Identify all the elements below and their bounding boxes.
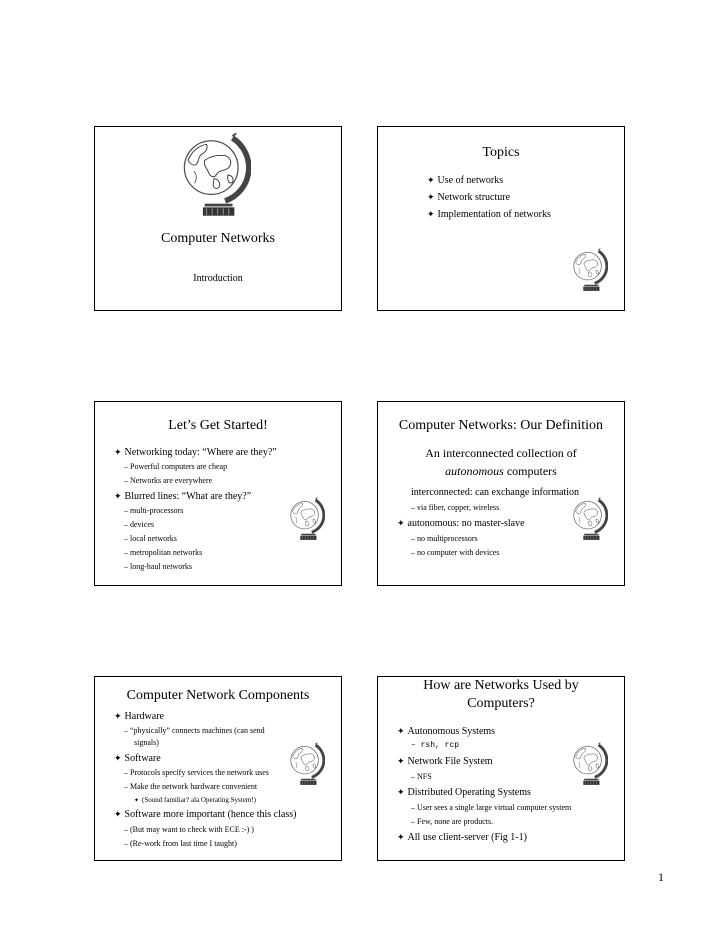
sub-bullet: – multi-processors: [124, 506, 184, 515]
slide-title: Computer Networks: [161, 231, 275, 246]
sub-bullet: – devices: [124, 520, 154, 529]
sub-bullet: – (But may want to check with ECE :-) ): [124, 825, 254, 834]
slide-network-components: [94, 676, 342, 861]
sub-bullet: – Powerful computers are cheap: [124, 462, 228, 471]
bullet-item: ✦ Use of networks: [427, 175, 504, 186]
four-point-star-bullet-icon: ✦: [427, 175, 435, 185]
sub-bullet: – User sees a single large virtual computer system: [411, 803, 572, 812]
sub-bullet: – metropolitan networks: [124, 548, 203, 557]
sub-bullet: – local networks: [124, 534, 177, 543]
globe-icon: [570, 492, 608, 546]
slide-title: Topics: [482, 145, 520, 160]
globe-icon: [287, 737, 325, 791]
sub-bullet: – rsh, rcp: [411, 741, 460, 750]
globe-icon: [570, 737, 608, 791]
sub-bullet: – Networks are everywhere: [124, 476, 213, 485]
slide-title: Computer Network Components: [126, 688, 310, 703]
sub-bullet: – no computer with devices: [411, 548, 500, 557]
slide-title-line: Computers?: [467, 696, 535, 711]
bullet-item: ✦ Network File System: [397, 756, 493, 767]
four-point-star-bullet-icon: ✦: [427, 192, 435, 202]
bullet-item: ✦ Software: [114, 753, 161, 764]
bullet-item: ✦ Blurred lines: “What are they?”: [114, 491, 252, 502]
bullet-item: ✦ Network structure: [427, 192, 511, 203]
sub-bullet: – NFS: [411, 772, 432, 781]
bullet-item: ✦ Autonomous Systems: [397, 726, 496, 737]
definition-line: autonomous computers: [445, 464, 557, 478]
slide-topics: [377, 126, 625, 311]
bullet-item: ✦ Software more important (hence this class): [114, 809, 297, 820]
definition-point: interconnected: can exchange information: [411, 487, 579, 498]
slide-title: Let’s Get Started!: [168, 418, 268, 433]
four-point-star-bullet-icon: ✦: [397, 518, 405, 528]
sub-bullet: – Few, none are products.: [411, 817, 494, 826]
slide-title: Computer Networks: Our Definition: [398, 418, 604, 433]
four-point-star-bullet-icon: ✦: [397, 756, 405, 766]
four-point-star-bullet-icon: ✦: [114, 809, 122, 819]
globe-icon: [287, 492, 325, 546]
globe-icon: [177, 132, 251, 218]
four-point-star-bullet-icon: ✦: [397, 726, 405, 736]
bullet-item: ✦ Distributed Operating Systems: [397, 787, 531, 798]
bullet-item: ✦ Hardware: [114, 711, 164, 722]
bullet-item: ✦ All use client-server (Fig 1-1): [397, 832, 527, 843]
bullet-item: ✦ Implementation of networks: [427, 209, 551, 220]
four-point-star-bullet-icon: ✦: [114, 753, 122, 763]
sub-sub-bullet: ✦ (Sound familiar? ala Operating System!): [134, 796, 256, 804]
bullet-item: ✦ autonomous: no master-slave: [397, 518, 525, 529]
four-point-star-bullet-icon: ✦: [114, 491, 122, 501]
four-point-star-bullet-icon: ✦: [114, 447, 122, 457]
sub-bullet: – Protocols specify services the network uses: [124, 768, 269, 777]
four-point-star-bullet-icon: ✦: [427, 209, 435, 219]
sub-bullet: – no multiprocessors: [411, 534, 478, 543]
definition-line: An interconnected collection of: [425, 446, 577, 460]
sub-bullet: – Make the network hardware convenient: [124, 782, 258, 791]
sub-bullet: – “physically” connects machines (can send: [124, 726, 265, 735]
slide-how-networks-used: [377, 676, 625, 861]
four-point-star-bullet-icon: ✦: [397, 787, 405, 797]
sub-bullet: – (Re-work from last time I taught): [124, 839, 237, 848]
four-point-star-bullet-icon: ✦: [134, 798, 140, 804]
page-number: 1: [658, 870, 664, 884]
bullet-item: ✦ Networking today: “Where are they?”: [114, 447, 277, 458]
sub-bullet-continuation: signals): [134, 738, 159, 747]
slide-computer-networks: [94, 126, 342, 311]
slide-lets-get-started: [94, 401, 342, 586]
globe-icon: [570, 243, 608, 297]
sub-bullet: – via fiber, copper, wireless: [411, 503, 500, 512]
four-point-star-bullet-icon: ✦: [397, 832, 405, 842]
slide-our-definition: [377, 401, 625, 586]
slide-title-line: How are Networks Used by: [423, 678, 579, 693]
sub-bullet: – long-haul networks: [124, 562, 192, 571]
four-point-star-bullet-icon: ✦: [114, 711, 122, 721]
slide-subtitle: Introduction: [193, 273, 243, 284]
